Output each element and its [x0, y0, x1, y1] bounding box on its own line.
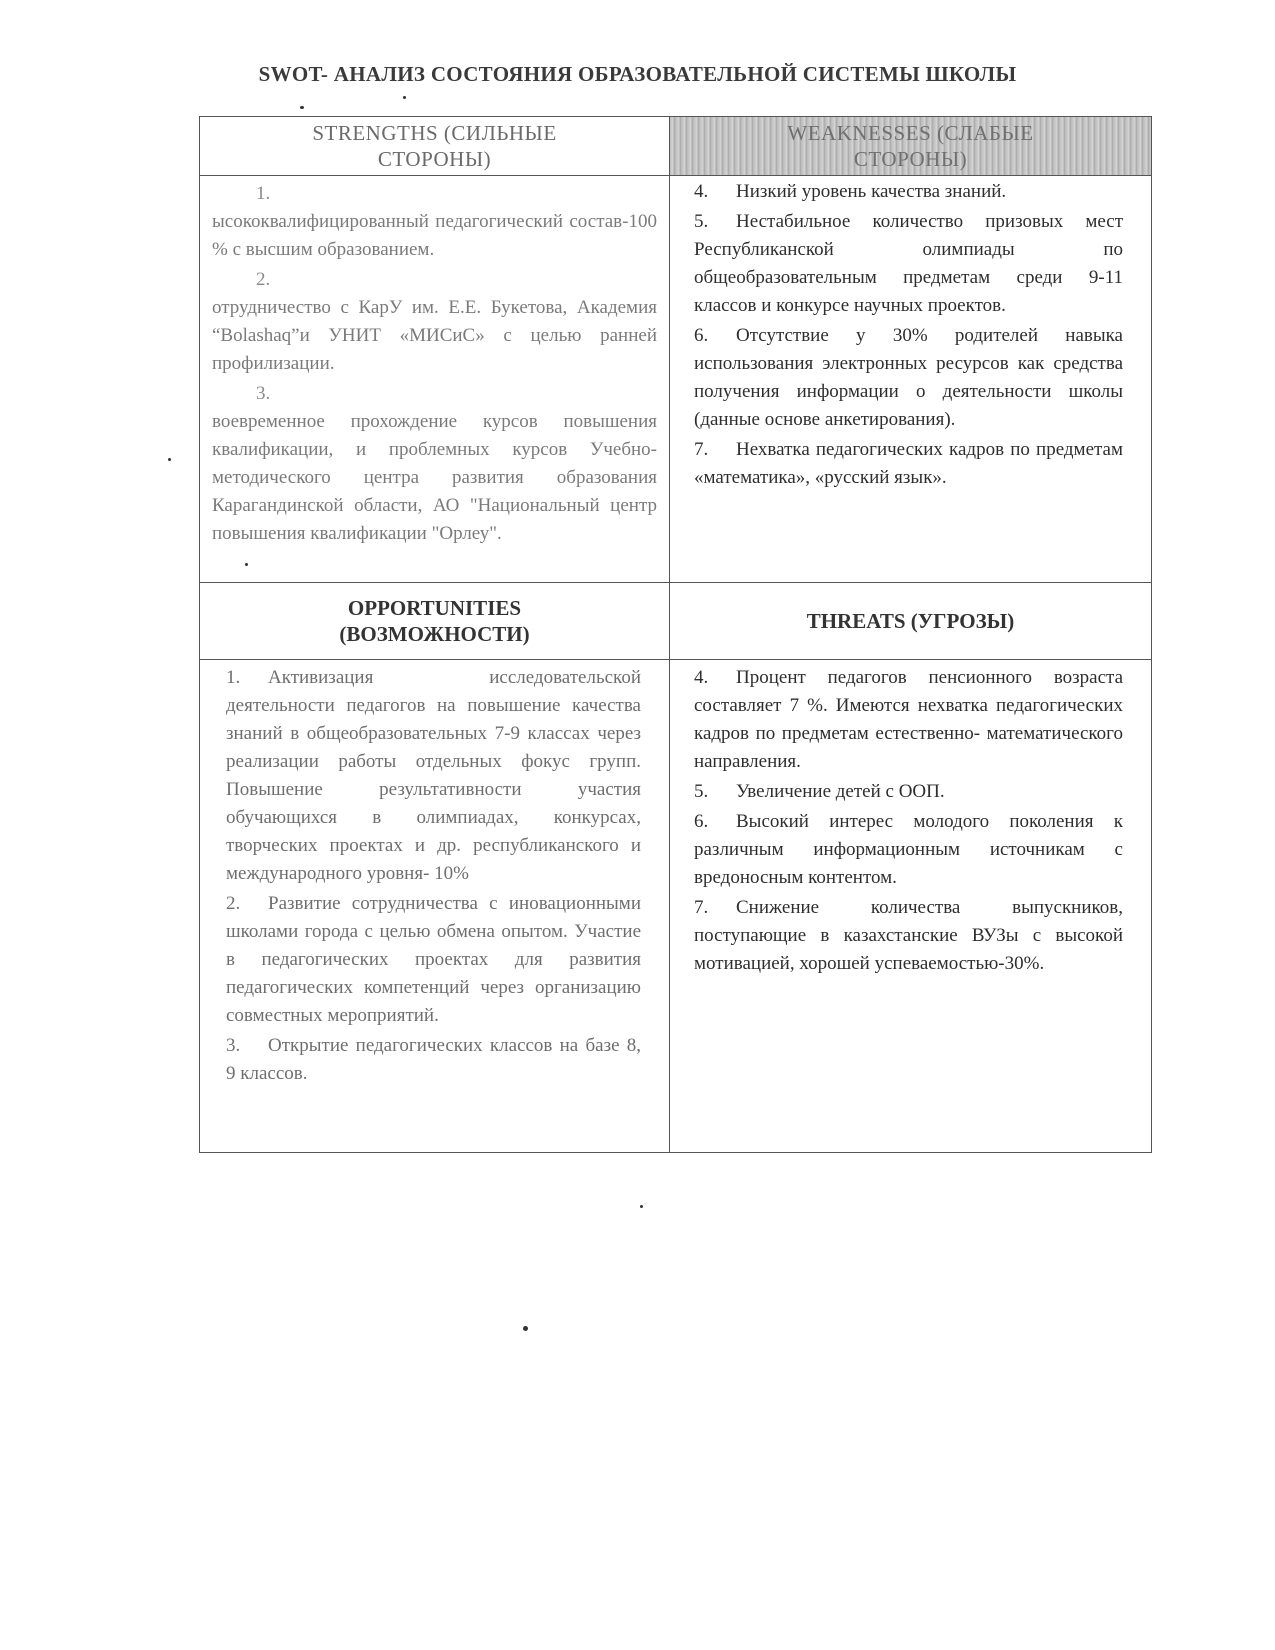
- threats-header-text: THREATS (УГРОЗЫ): [806, 609, 1015, 633]
- opportunities-item-text: Активизация исследовательской деятельности педагогов на повышение качества знаний в общеобразовательных 7-9 классах через реализации работы отдельных фокус групп. Повышение результативности участия обучающихся в олимпиадах, конкурсах, творческих проектах и др. республиканского и международного уровня- 10%: [226, 667, 641, 884]
- threats-item-text: Увеличение детей с ООП.: [736, 781, 945, 802]
- opportunities-header-line2: (ВОЗМОЖНОСТИ): [339, 622, 530, 646]
- weaknesses-item: [694, 208, 1123, 320]
- weaknesses-header-line2: СТОРОНЫ): [853, 147, 968, 171]
- strengths-header-line2: СТОРОНЫ): [377, 147, 492, 171]
- threats-item-text: Высокий интерес молодого поколения к различным информационным источникам с вредоносным контентом.: [694, 811, 1123, 888]
- strengths-item-3-number: 3.: [256, 383, 271, 404]
- scan-speck: [523, 1326, 528, 1331]
- threats-cell: [670, 660, 1152, 1153]
- header-row-top: [200, 117, 1152, 176]
- weaknesses-item-text: Отсутствие у 30% родителей навыка использования электронных ресурсов как средства получения информации о деятельности школы (данные основе анкетирования).: [694, 325, 1123, 430]
- weaknesses-item-number: 6.: [694, 325, 709, 346]
- opportunities-item-text: Развитие сотрудничества с иновационными школами города с целью обмена опытом. Участие в педагогических проектах для развития педагогических компетенций через организацию совместных мероприятий.: [226, 893, 641, 1026]
- swot-table: [199, 116, 1152, 1153]
- opportunities-item: [226, 664, 641, 888]
- weaknesses-item: [694, 436, 1123, 492]
- threats-item-number: 4.: [694, 667, 709, 688]
- threats-item: [694, 894, 1123, 978]
- threats-item: [694, 664, 1123, 776]
- opportunities-item-text: Открытие педагогических классов на базе 8, 9 классов.: [226, 1035, 641, 1084]
- strengths-item-1-text: ысококвалифицированный педагогический состав-100 % с высшим образованием.: [212, 211, 657, 260]
- opportunities-item: [226, 890, 641, 1030]
- scan-speck: [168, 458, 171, 461]
- strengths-item-1-number: 1.: [256, 183, 271, 204]
- threats-item-number: 7.: [694, 897, 709, 918]
- opportunities-item: [226, 1032, 641, 1088]
- weaknesses-cell: [670, 176, 1152, 583]
- strengths-cell: [200, 176, 670, 583]
- threats-item-number: 6.: [694, 811, 709, 832]
- opportunities-item-number: 2.: [226, 893, 241, 914]
- scan-speck: [245, 563, 248, 566]
- header-row-bottom: [200, 583, 1152, 660]
- strengths-header-line1: STRENGTHS (СИЛЬНЫЕ: [312, 121, 557, 145]
- body-row-bottom: [200, 660, 1152, 1153]
- page-title: SWOT- АНАЛИЗ СОСТОЯНИЯ ОБРАЗОВАТЕЛЬНОЙ СИСТЕМЫ ШКОЛЫ: [258, 62, 1017, 86]
- opportunities-item-number: 3.: [226, 1035, 241, 1056]
- strengths-item-2-number: 2.: [256, 269, 271, 290]
- opportunities-item-number: 1.: [226, 667, 241, 688]
- threats-item: [694, 808, 1123, 892]
- scan-speck: [640, 1205, 643, 1208]
- body-row-top: [200, 176, 1152, 583]
- threats-item: [694, 778, 1123, 806]
- scan-speck: [300, 106, 304, 109]
- weaknesses-item: [694, 322, 1123, 434]
- weaknesses-header-line1: WEAKNESSES (СЛАБЫЕ: [787, 121, 1034, 145]
- scan-speck: [403, 96, 406, 99]
- strengths-header: [200, 117, 670, 176]
- threats-item-text: Процент педагогов пенсионного возраста составляет 7 %. Имеются нехватка педагогических кадров по предметам естественно- математического направления.: [694, 667, 1123, 772]
- weaknesses-item-text: Нестабильное количество призовых мест Республиканской олимпиады по общеобразовательным предметам среди 9-11 классов и конкурсе научных проектов.: [694, 211, 1123, 316]
- strengths-item-3-text: воевременное прохождение курсов повышения квалификации, и проблемных курсов Учебно-методического центра развития образования Карагандинской области, АО "Национальный центр повышения квалификации "Орлеу".: [212, 411, 657, 544]
- weaknesses-item-number: 5.: [694, 211, 709, 232]
- threats-item-text: Снижение количества выпускников, поступающие в казахстанские ВУЗы с высокой мотивацией, хорошей успеваемостью-30%.: [694, 897, 1123, 974]
- weaknesses-header: [670, 117, 1152, 176]
- threats-item-number: 5.: [694, 781, 709, 802]
- opportunities-header: [200, 583, 670, 660]
- weaknesses-item: [694, 178, 1123, 206]
- weaknesses-item-number: 4.: [694, 181, 709, 202]
- opportunities-header-line1: OPPORTUNITIES: [347, 596, 522, 620]
- weaknesses-item-text: Низкий уровень качества знаний.: [736, 181, 1007, 202]
- threats-header: [670, 583, 1152, 660]
- weaknesses-item-number: 7.: [694, 439, 709, 460]
- weaknesses-item-text: Нехватка педагогических кадров по предметам «математика», «русский язык».: [694, 439, 1123, 488]
- strengths-item-2-text: отрудничество с КарУ им. Е.Е. Букетова, Академия “Bolashaq”и УНИТ «МИСиС» с целью ранней профилизации.: [212, 297, 657, 374]
- opportunities-cell: [200, 660, 670, 1153]
